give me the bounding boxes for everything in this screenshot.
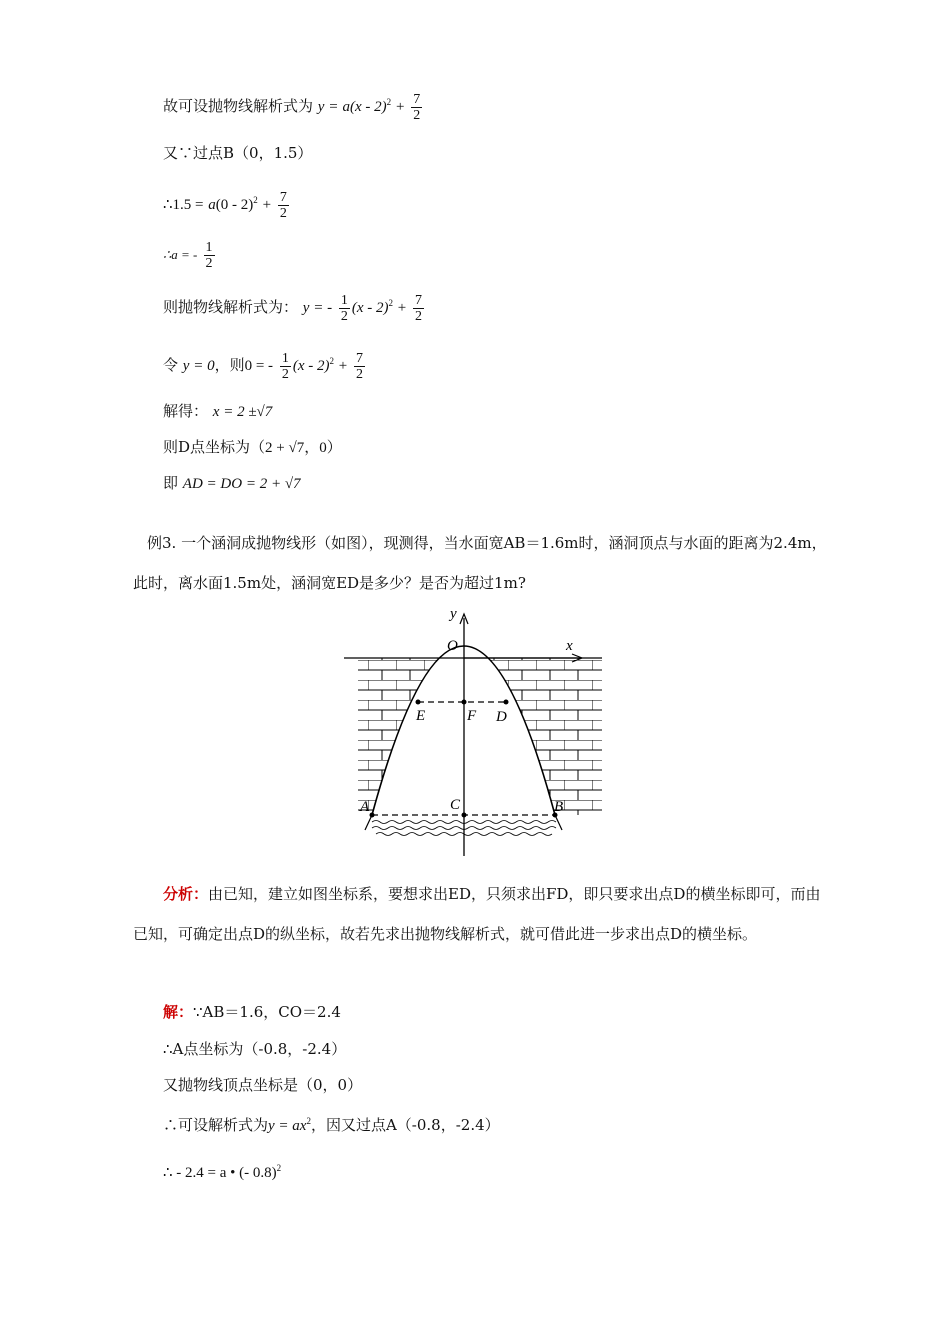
math: y = ax: [268, 1118, 307, 1134]
numerator: 7: [279, 189, 287, 205]
line-d-coordinate: [163, 436, 342, 459]
solution-line-3: [163, 1074, 362, 1096]
fraction: [413, 293, 424, 324]
math: (x - 2): [350, 99, 387, 115]
math: 2: [306, 1116, 311, 1126]
solution-line-1: [163, 1001, 341, 1023]
denominator: 2: [415, 308, 423, 324]
numerator: 1: [281, 350, 289, 366]
denominator: 2: [205, 256, 213, 271]
text: 令: [163, 356, 179, 374]
math: +: [262, 197, 272, 213]
numerator: 7: [413, 91, 421, 107]
solution-line-2: [163, 1038, 346, 1060]
point-a: [370, 813, 375, 818]
line-set-y-zero: [163, 350, 367, 382]
analysis-text: 由已知，建立如图坐标系，要想求出ED，只须求出FD，即只要求出点D的横坐标即可，而由已知，可确定出点D的纵坐标，故若先求出抛物线解析式，就可借此进一步求出点D的横坐标。: [133, 885, 821, 943]
numerator: 1: [340, 292, 348, 308]
label-a: A: [360, 799, 370, 815]
fraction: [411, 92, 422, 123]
math: ∴ - 2.4 = a • (- 0.8): [163, 1165, 277, 1181]
solution-line-4: [163, 1110, 500, 1137]
math: 2: [388, 298, 394, 308]
label-x: x: [566, 638, 573, 654]
math: =: [329, 99, 338, 115]
text: 解得：: [163, 402, 209, 420]
label-b: B: [554, 799, 564, 815]
point-e: [416, 700, 421, 705]
math: a: [342, 99, 350, 115]
fraction: [354, 351, 365, 382]
math: y: [317, 99, 325, 115]
line-parabola-equation: [163, 292, 426, 324]
math: (x - 2): [292, 358, 330, 374]
line-parabola-form: [163, 91, 424, 123]
solution-line-5: [163, 1157, 281, 1184]
math: ∴a = -: [163, 247, 198, 262]
text: ，因又过点A（-0.8，-2.4）: [310, 1116, 500, 1134]
denominator: 2: [279, 205, 287, 221]
denominator: 2: [356, 366, 364, 382]
math: (x - 2): [351, 300, 389, 316]
analysis-paragraph: [133, 874, 833, 954]
text: ∴可设解析式为: [163, 1116, 269, 1134]
math: (0 - 2): [215, 197, 254, 213]
math: 2: [276, 1163, 282, 1173]
math: 0 = -: [244, 358, 274, 374]
math: 2: [386, 97, 392, 107]
line-point-b: [163, 142, 312, 164]
text: ）: [326, 438, 342, 456]
text: ∵AB＝1.6，CO＝2.4: [193, 1003, 341, 1021]
text: 故可设抛物线解析式为: [163, 97, 314, 115]
culvert-figure: [340, 600, 610, 860]
math: +: [338, 358, 348, 374]
math: 2 + √7，0: [265, 440, 327, 456]
denominator: 2: [413, 107, 421, 123]
math: x = 2 ±√7: [212, 404, 273, 420]
math: 2: [329, 356, 334, 366]
text: 即: [163, 474, 179, 492]
text: 则D点坐标为（: [163, 438, 266, 456]
math: +: [397, 300, 407, 316]
label-d: D: [496, 709, 507, 725]
line-substitute: [163, 189, 291, 221]
math: AD = DO = 2 + √7: [182, 476, 301, 492]
point-d: [504, 700, 509, 705]
numerator: 7: [356, 350, 364, 366]
point-f: [462, 700, 467, 705]
text: 又∵过点B（0，1.5）: [163, 144, 313, 162]
line-solution-x: [163, 400, 272, 423]
text: ∴A点坐标为（-0.8，-2.4）: [163, 1040, 347, 1058]
point-c: [462, 813, 467, 818]
line-ad-do: [163, 472, 301, 495]
denominator: 2: [340, 308, 348, 324]
fraction: [278, 190, 289, 221]
math: y = -: [302, 300, 333, 316]
math: +: [395, 99, 405, 115]
label-e: E: [416, 708, 426, 724]
solution-label: 解：: [163, 1003, 194, 1021]
example-3-problem: 例3. 一个涵洞成抛物线形（如图），现测得，当水面宽AB＝1.6m时，涵洞顶点与水面的距离为2.4m，此时，离水面1.5m处，涵洞宽ED是多少？是否为超过1m?: [133, 534, 827, 592]
denominator: 2: [281, 366, 289, 382]
fraction: [280, 351, 291, 382]
numerator: 1: [205, 240, 213, 255]
math: ∴1.5 =: [163, 197, 204, 213]
label-o: O: [447, 638, 458, 654]
text: 则抛物线解析式为：: [163, 298, 299, 316]
text: ，则: [214, 356, 245, 374]
math: 2: [253, 195, 258, 205]
text: 又抛物线顶点坐标是（0，0）: [163, 1076, 363, 1094]
math: y = 0: [182, 358, 215, 374]
fraction: [339, 293, 350, 324]
line-a-value: [163, 240, 217, 271]
numerator: 7: [415, 292, 423, 308]
label-c: C: [450, 797, 461, 813]
analysis-label: 分析：: [163, 885, 209, 903]
label-y: y: [450, 606, 457, 622]
brick-wall: [358, 658, 602, 815]
label-f: F: [467, 708, 477, 724]
math: a: [208, 197, 216, 213]
fraction: [204, 240, 215, 271]
